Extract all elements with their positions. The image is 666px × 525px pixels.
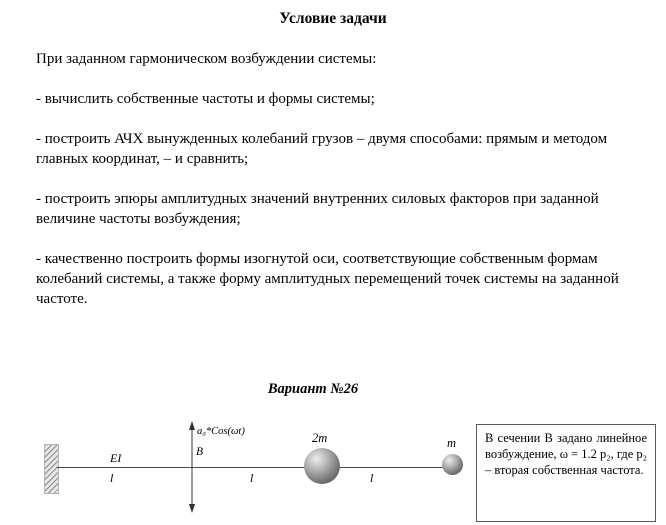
problem-statement [0, 50, 666, 309]
page-title: Условие задачи [279, 10, 387, 27]
task-item: - вычислить собственные частоты и формы системы; [36, 90, 375, 107]
length-label: l [250, 471, 254, 485]
excitation-label: a₀*Cos(ωt) [197, 426, 245, 437]
beam-line [57, 467, 453, 468]
mass-2m-sphere [304, 448, 340, 484]
point-b-label: B [196, 446, 204, 458]
mass-m-sphere [442, 454, 463, 475]
task-item: - качественно построить формы изогнутой оси, соответствующие собственным формам колебаний системы, а также форму амплитудных перемещений точек системы на заданной частоте. [36, 250, 619, 307]
length-label: l [370, 471, 374, 485]
beam-system-diagram [0, 415, 666, 525]
note-box: В сечении В задано линейное возбуждение, ω = 1.2 p₂, где p₂ – вторая собственная частота. [476, 424, 656, 522]
beam-stiffness-label: EI [110, 451, 122, 465]
length-label: l [110, 471, 114, 485]
task-item: - построить эпюры амплитудных значений внутренних силовых факторов при заданной величине частоты возбуждения; [36, 190, 599, 227]
task-item: - построить АЧХ вынужденных колебаний грузов – двумя способами: прямым и методом главных координат, – и сравнить; [36, 130, 608, 167]
mass-m-label: m [447, 436, 457, 450]
wall-support-icon [44, 444, 59, 494]
mass-2m-label: 2m [312, 431, 328, 445]
variant-title: Вариант №26 [267, 381, 359, 397]
intro-text: При заданном гармоническом возбуждении системы: [36, 51, 377, 67]
